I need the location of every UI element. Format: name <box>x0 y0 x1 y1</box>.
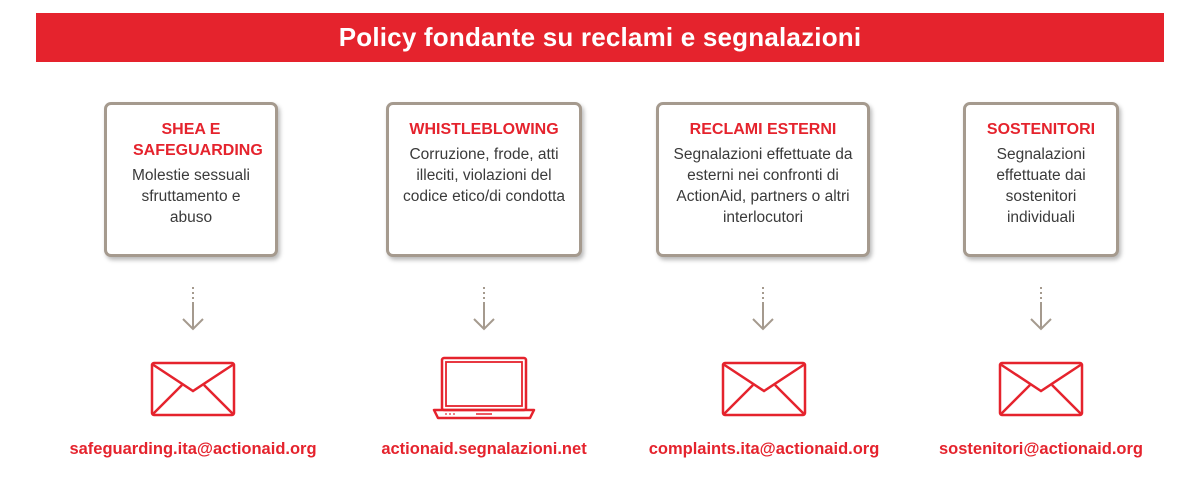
down-arrow-icon <box>751 286 775 332</box>
card-title: WHISTLEBLOWING <box>409 121 559 138</box>
category-card-reclami-esterni <box>656 102 870 257</box>
envelope-icon <box>150 361 236 417</box>
card-title: SOSTENITORI <box>986 121 1096 138</box>
laptop-icon <box>432 356 536 420</box>
down-arrow-icon <box>181 286 205 332</box>
header-banner <box>36 13 1164 62</box>
card-title: RECLAMI ESTERNI <box>689 121 837 138</box>
contact-link-sostenitori[interactable]: sostenitori@actionaid.org <box>938 440 1144 458</box>
card-description: Molestie sessuali sfruttamento e abuso <box>131 167 251 226</box>
category-card-whistleblowing <box>386 102 582 257</box>
contact-link-safeguarding[interactable]: safeguarding.ita@actionaid.org <box>69 440 317 458</box>
category-card-shea-safeguarding <box>104 102 278 257</box>
down-arrow-icon <box>472 286 496 332</box>
contact-link-whistleblowing[interactable]: actionaid.segnalazioni.net <box>381 440 587 458</box>
envelope-icon <box>998 361 1084 417</box>
card-description: Corruzione, frode, atti illeciti, violazioni del codice etico/di condotta <box>403 146 565 205</box>
down-arrow-icon <box>1029 286 1053 332</box>
envelope-icon <box>721 361 807 417</box>
card-description: Segnalazioni effettuate dai sostenitori individuali <box>996 146 1086 226</box>
card-description: Segnalazioni effettuate da esterni nei confronti di ActionAid, partners o altri interlocutori <box>673 146 853 226</box>
card-title: SHEA E SAFEGUARDING <box>133 121 263 159</box>
page-title: Policy fondante su reclami e segnalazioni <box>338 22 862 52</box>
category-card-sostenitori <box>963 102 1119 257</box>
contact-link-complaints[interactable]: complaints.ita@actionaid.org <box>648 440 880 458</box>
